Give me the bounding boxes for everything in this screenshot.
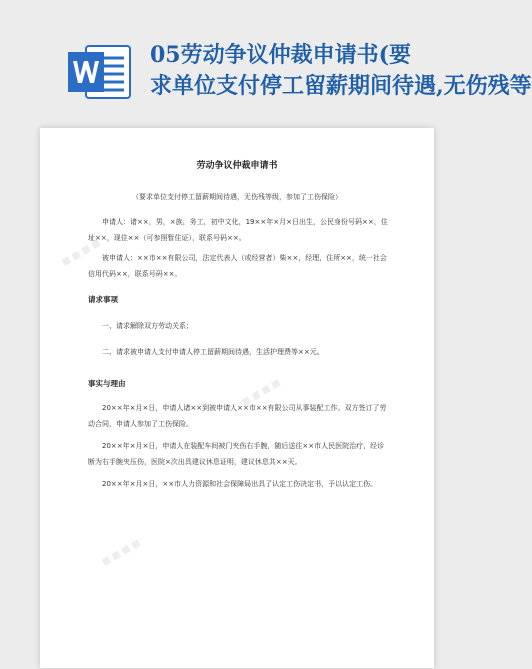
- document-page: [40, 128, 434, 668]
- document-title: 劳动争议仲裁申请书: [196, 161, 278, 171]
- word-document-icon: [66, 44, 132, 100]
- document-subtitle: （要求单位支付停工留薪期间待遇，无伤残等级，参加了工伤保险）: [132, 193, 342, 201]
- fact-paragraph-3: 20××年×月×日，××市人力资源和社会保障局出具了认定工伤决定书，予以认定工伤。: [102, 480, 378, 488]
- header-title: [150, 40, 532, 102]
- fact-paragraph-2: 20××年×月×日，申请人在装配车间被门夹伤右手腕，随后送往××市人民医院治疗，经诊断为右手腕夹压伤，医院×次出具建议休息证明，建议休息共××天。: [88, 442, 385, 466]
- claims-heading: 请求事项: [88, 295, 118, 304]
- watermark: ▦ ▦ ▦ ▦: [60, 238, 103, 268]
- watermark: ▦ ▦ ▦ ▦: [100, 538, 143, 568]
- header-title-line1: 05劳动争议仲裁申请书(要: [150, 42, 412, 68]
- claim-item-2: 二、请求被申请人支付申请人停工留薪期间待遇，生活护理费等××元。: [102, 348, 324, 356]
- header: [0, 0, 532, 110]
- header-title-line2: 求单位支付停工留薪期间待遇,无伤残等: [150, 73, 532, 99]
- respondent-paragraph: 被申请人：××市××有限公司，法定代表人（或经营者）柴××，经理，住所××，统一社会信用代码××，联系号码××。: [88, 254, 387, 278]
- watermark: ▦ ▦ ▦ ▦: [240, 378, 283, 408]
- facts-heading: 事实与理由: [88, 379, 126, 388]
- applicant-paragraph: 申请人：诸××，男，×族，务工，初中文化，19××年×月×日出生，公民身份号码××，住址××，现住××（可参照暂住证），联系号码××。: [88, 218, 388, 242]
- claim-item-1: 一、请求解除双方劳动关系；: [102, 322, 193, 330]
- fact-paragraph-1: 20××年×月×日，申请人诸××到被申请人××市××有限公司从事装配工作。双方签订了劳动合同，申请人参加了工伤保险。: [88, 404, 387, 428]
